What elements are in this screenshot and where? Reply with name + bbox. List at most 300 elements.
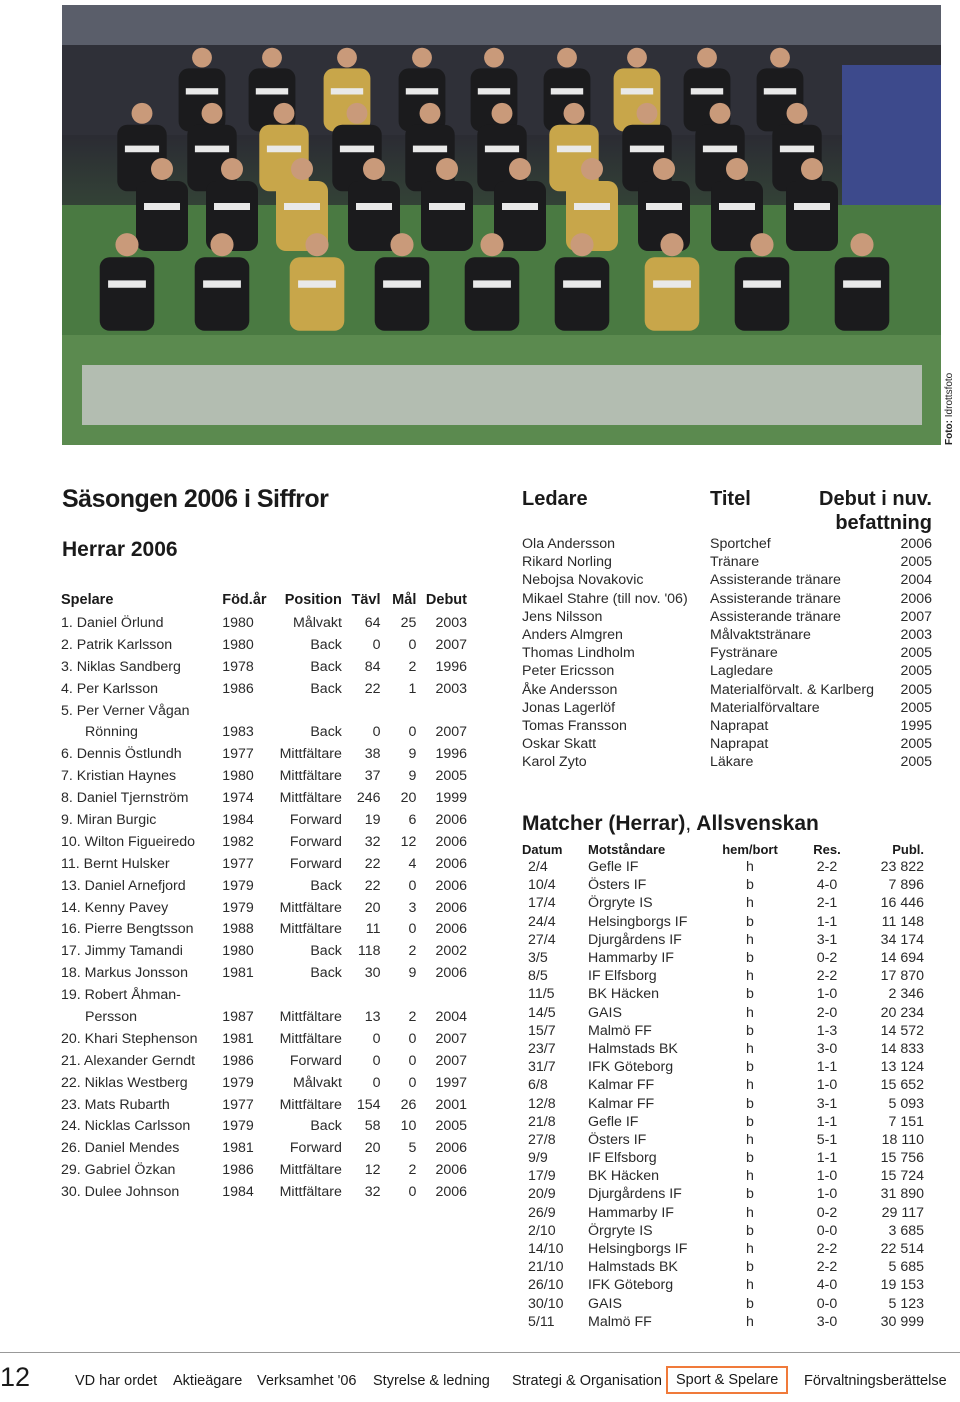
matches-table bbox=[522, 840, 924, 1331]
match-result: 2-2 bbox=[816, 1259, 838, 1276]
table-row bbox=[61, 1137, 467, 1159]
col-publ: Publ. bbox=[892, 841, 924, 857]
player-name: 1. Daniel Örlund bbox=[61, 614, 164, 631]
player-apps: 118 bbox=[357, 943, 381, 960]
player-apps: 32 bbox=[364, 833, 381, 850]
match-result: 1-0 bbox=[816, 1077, 838, 1094]
match-attendance: 5 093 bbox=[888, 1095, 924, 1112]
player-born: 1987 bbox=[222, 1008, 254, 1025]
player-name: Rönning bbox=[85, 724, 138, 741]
player-born: 1979 bbox=[222, 899, 254, 916]
player-debut: 2001 bbox=[435, 1096, 467, 1113]
table-row bbox=[522, 1113, 924, 1131]
player-position: Mittfältare bbox=[279, 1162, 342, 1179]
match-opponent: Djurgårdens IF bbox=[588, 1186, 682, 1203]
staff-year: 2003 bbox=[900, 627, 932, 644]
staff-col-titel: Titel bbox=[710, 488, 751, 510]
table-row bbox=[61, 984, 467, 1006]
nav-item-6[interactable]: Förvaltningsberättelse bbox=[804, 1373, 947, 1389]
player-position: Forward bbox=[289, 855, 342, 872]
player-born: 1977 bbox=[222, 855, 254, 872]
matches-header-row bbox=[522, 840, 924, 858]
col-position: Position bbox=[284, 592, 342, 608]
table-row bbox=[522, 644, 932, 662]
table-row bbox=[522, 876, 924, 894]
staff-year: 2005 bbox=[900, 681, 932, 698]
player-goals: 0 bbox=[408, 1184, 417, 1201]
page-title: Säsongen 2006 i Siffror bbox=[62, 485, 329, 513]
staff-name: Thomas Lindholm bbox=[522, 645, 635, 662]
staff-col-debut: Debut i nuv. bbox=[819, 488, 932, 510]
player-name: 19. Robert Åhman- bbox=[61, 987, 181, 1004]
staff-title: Läkare bbox=[710, 754, 754, 771]
match-date: 27/4 bbox=[528, 931, 556, 948]
match-opponent: Örgryte IS bbox=[588, 1222, 653, 1239]
match-opponent: Kalmar FF bbox=[588, 1095, 655, 1112]
player-apps: 32 bbox=[364, 1184, 381, 1201]
player-debut: 2005 bbox=[435, 1118, 467, 1135]
player-apps: 37 bbox=[364, 768, 381, 785]
staff-title: Materialförvaltare bbox=[710, 699, 820, 716]
player-debut: 1996 bbox=[435, 658, 467, 675]
player-debut: 2006 bbox=[435, 1162, 467, 1179]
staff-title: Lagledare bbox=[710, 663, 774, 680]
player-debut: 2006 bbox=[435, 965, 467, 982]
match-venue: b bbox=[746, 986, 754, 1003]
match-attendance: 11 148 bbox=[881, 913, 924, 930]
player-name: 13. Daniel Arnefjord bbox=[61, 877, 186, 894]
match-date: 15/7 bbox=[528, 1022, 556, 1039]
match-attendance: 30 999 bbox=[880, 1313, 924, 1330]
match-date: 14/10 bbox=[528, 1241, 564, 1258]
player-debut: 2003 bbox=[435, 614, 467, 631]
match-result: 1-1 bbox=[816, 1150, 838, 1167]
player-born bbox=[222, 700, 266, 722]
match-venue: b bbox=[746, 1186, 754, 1203]
match-venue: h bbox=[746, 968, 754, 985]
staff-name: Nebojsa Novakovic bbox=[522, 572, 644, 589]
match-opponent: Hammarby IF bbox=[588, 1204, 674, 1221]
col-hembort: hem/bort bbox=[722, 841, 778, 857]
player-goals: 3 bbox=[408, 899, 417, 916]
staff-year: 2007 bbox=[900, 608, 932, 625]
match-venue: h bbox=[746, 1131, 754, 1148]
player-name: 23. Mats Rubarth bbox=[61, 1096, 170, 1113]
player-debut: 1997 bbox=[435, 1074, 467, 1091]
match-date: 5/11 bbox=[528, 1313, 555, 1330]
match-venue: b bbox=[746, 1022, 754, 1039]
table-row bbox=[522, 1040, 924, 1058]
player-position: Back bbox=[310, 680, 342, 697]
table-row bbox=[61, 1072, 467, 1094]
nav-item-4[interactable]: Strategi & Organisation bbox=[512, 1373, 662, 1389]
match-result: 0-0 bbox=[816, 1222, 838, 1239]
player-goals: 0 bbox=[408, 1074, 417, 1091]
match-date: 26/10 bbox=[528, 1277, 564, 1294]
match-opponent: GAIS bbox=[588, 1004, 622, 1021]
match-opponent: Halmstads BK bbox=[588, 1040, 678, 1057]
player-name: 29. Gabriel Özkan bbox=[61, 1162, 176, 1179]
match-opponent: Malmö FF bbox=[588, 1313, 652, 1330]
table-row bbox=[522, 1094, 924, 1112]
table-row bbox=[522, 931, 924, 949]
player-position: Mittfältare bbox=[279, 1008, 342, 1025]
player-position: Back bbox=[310, 965, 342, 982]
player-position: Forward bbox=[289, 1052, 342, 1069]
player-debut: 2007 bbox=[435, 1030, 467, 1047]
player-born: 1980 bbox=[222, 614, 254, 631]
table-row bbox=[522, 608, 932, 626]
staff-name: Karol Zyto bbox=[522, 754, 587, 771]
player-debut: 2006 bbox=[435, 1140, 467, 1157]
player-name: 3. Niklas Sandberg bbox=[61, 658, 181, 675]
match-result: 4-0 bbox=[816, 1277, 838, 1294]
staff-year: 1995 bbox=[900, 717, 932, 734]
col-motstandare: Motståndare bbox=[588, 841, 666, 857]
table-row bbox=[522, 753, 932, 771]
match-result: 3-1 bbox=[816, 1095, 838, 1112]
player-goals: 2 bbox=[408, 943, 417, 960]
match-result: 3-0 bbox=[816, 1313, 838, 1330]
table-row bbox=[522, 1258, 924, 1276]
match-result: 1-3 bbox=[816, 1022, 838, 1039]
player-goals: 2 bbox=[408, 1008, 417, 1025]
table-row bbox=[522, 590, 932, 608]
section-title: Herrar 2006 bbox=[62, 538, 178, 561]
nav-item-1[interactable]: Aktieägare bbox=[173, 1373, 243, 1389]
player-born: 1980 bbox=[222, 768, 254, 785]
match-date: 26/9 bbox=[528, 1204, 556, 1221]
match-date: 3/5 bbox=[528, 950, 548, 967]
match-attendance: 13 124 bbox=[880, 1059, 924, 1076]
staff-title: Assisterande tränare bbox=[710, 608, 841, 625]
staff-name: Anders Almgren bbox=[522, 627, 623, 644]
staff-year: 2005 bbox=[900, 554, 932, 571]
match-attendance: 5 123 bbox=[888, 1295, 924, 1312]
staff-title: Assisterande tränare bbox=[710, 590, 841, 607]
player-position: Mittfältare bbox=[279, 746, 342, 763]
match-date: 6/8 bbox=[528, 1077, 548, 1094]
match-attendance: 15 724 bbox=[880, 1168, 924, 1185]
match-opponent: Helsingborgs IF bbox=[588, 1241, 688, 1258]
player-position: Mittfältare bbox=[279, 1096, 342, 1113]
table-row bbox=[61, 721, 467, 743]
match-opponent: Östers IF bbox=[588, 877, 647, 894]
player-debut: 2006 bbox=[435, 811, 467, 828]
player-position: Back bbox=[310, 658, 342, 675]
player-position: Forward bbox=[289, 811, 342, 828]
player-position: Back bbox=[310, 943, 342, 960]
match-date: 24/4 bbox=[528, 913, 556, 930]
staff-year: 2004 bbox=[900, 572, 932, 589]
players-header-row bbox=[61, 588, 467, 612]
staff-title: Fystränare bbox=[710, 645, 778, 662]
player-apps: 84 bbox=[364, 658, 381, 675]
table-row bbox=[61, 1181, 467, 1203]
staff-title: Sportchef bbox=[710, 536, 771, 553]
match-result: 1-1 bbox=[816, 1059, 838, 1076]
match-attendance: 31 890 bbox=[880, 1186, 924, 1203]
col-debut: Debut bbox=[425, 592, 467, 608]
player-position: Back bbox=[310, 636, 342, 653]
player-apps: 0 bbox=[372, 636, 381, 653]
staff-name: Jens Nilsson bbox=[522, 608, 603, 625]
table-row bbox=[61, 853, 467, 875]
match-venue: h bbox=[746, 1168, 754, 1185]
match-venue: h bbox=[746, 1204, 754, 1221]
staff-name: Rikard Norling bbox=[522, 554, 612, 571]
player-goals: 2 bbox=[408, 658, 417, 675]
table-row bbox=[61, 634, 467, 656]
match-result: 0-2 bbox=[816, 950, 838, 967]
match-venue: b bbox=[746, 1259, 754, 1276]
table-row bbox=[61, 1006, 467, 1028]
player-born: 1980 bbox=[222, 636, 254, 653]
player-born: 1979 bbox=[222, 877, 254, 894]
match-result: 3-0 bbox=[816, 1040, 838, 1057]
player-position: Mittfältare bbox=[279, 899, 342, 916]
staff-title: Målvaktstränare bbox=[710, 627, 811, 644]
player-name: 2. Patrik Karlsson bbox=[61, 636, 173, 653]
player-debut: 2006 bbox=[435, 855, 467, 872]
table-row bbox=[522, 699, 932, 717]
match-result: 0-0 bbox=[816, 1295, 838, 1312]
player-apps bbox=[342, 984, 381, 1006]
player-position: Back bbox=[310, 1118, 342, 1135]
staff-col-befattning: befattning bbox=[835, 512, 932, 534]
table-row bbox=[522, 1276, 924, 1294]
match-opponent: IF Elfsborg bbox=[588, 968, 657, 985]
match-venue: h bbox=[746, 1077, 754, 1094]
match-opponent: BK Häcken bbox=[588, 986, 659, 1003]
staff-year: 2005 bbox=[900, 736, 932, 753]
match-date: 27/8 bbox=[528, 1131, 556, 1148]
match-venue: b bbox=[746, 1059, 754, 1076]
player-apps: 20 bbox=[364, 1140, 381, 1157]
match-result: 2-0 bbox=[816, 1004, 838, 1021]
staff-year: 2005 bbox=[900, 645, 932, 662]
match-date: 14/5 bbox=[528, 1004, 556, 1021]
match-opponent: Gefle IF bbox=[588, 859, 639, 876]
player-apps: 19 bbox=[364, 811, 381, 828]
footer-divider bbox=[0, 1352, 960, 1353]
player-position: Målvakt bbox=[293, 1074, 342, 1091]
staff-name: Oskar Skatt bbox=[522, 736, 597, 753]
player-position: Forward bbox=[289, 833, 342, 850]
table-row bbox=[522, 717, 932, 735]
table-row bbox=[522, 735, 932, 753]
player-position: Mittfältare bbox=[279, 768, 342, 785]
match-result: 1-1 bbox=[816, 913, 838, 930]
player-position: Mittfältare bbox=[279, 790, 342, 807]
player-goals: 9 bbox=[408, 746, 417, 763]
table-row bbox=[522, 985, 924, 1003]
table-row bbox=[522, 949, 924, 967]
player-apps: 0 bbox=[372, 1052, 381, 1069]
player-goals: 2 bbox=[408, 1162, 417, 1179]
table-row bbox=[522, 858, 924, 876]
player-name: 5. Per Verner Vågan bbox=[61, 702, 190, 719]
player-debut: 2002 bbox=[435, 943, 467, 960]
match-opponent: IFK Göteborg bbox=[588, 1277, 674, 1294]
player-debut: 2003 bbox=[435, 680, 467, 697]
player-born: 1981 bbox=[222, 1030, 254, 1047]
match-result: 2-1 bbox=[816, 895, 838, 912]
table-row bbox=[61, 962, 467, 984]
match-result: 1-1 bbox=[816, 1113, 838, 1130]
player-position: Mittfältare bbox=[279, 1184, 342, 1201]
table-row bbox=[522, 1058, 924, 1076]
player-debut bbox=[416, 984, 467, 1006]
match-date: 23/7 bbox=[528, 1040, 556, 1057]
match-attendance: 14 572 bbox=[880, 1022, 924, 1039]
player-born bbox=[222, 984, 266, 1006]
table-row bbox=[522, 913, 924, 931]
player-goals: 20 bbox=[400, 790, 417, 807]
match-opponent: Örgryte IS bbox=[588, 895, 653, 912]
match-attendance: 7 151 bbox=[888, 1113, 924, 1130]
table-row bbox=[522, 571, 932, 589]
match-opponent: Malmö FF bbox=[588, 1022, 652, 1039]
page-number: 12 bbox=[0, 1362, 31, 1392]
match-attendance: 15 756 bbox=[880, 1150, 924, 1167]
player-goals: 6 bbox=[408, 811, 417, 828]
match-opponent: BK Häcken bbox=[588, 1168, 659, 1185]
table-row bbox=[61, 612, 467, 634]
player-name: 30. Dulee Johnson bbox=[61, 1184, 180, 1201]
table-row bbox=[522, 1004, 924, 1022]
staff-title: Materialförvalt. & Karlberg bbox=[710, 681, 875, 698]
col-fodar: Föd.år bbox=[222, 592, 267, 608]
player-born: 1981 bbox=[222, 1140, 254, 1157]
player-name: 18. Markus Jonsson bbox=[61, 965, 188, 982]
player-name: 4. Per Karlsson bbox=[61, 680, 158, 697]
match-venue: b bbox=[746, 1222, 754, 1239]
player-position: Back bbox=[310, 877, 342, 894]
match-result: 2-2 bbox=[816, 1241, 838, 1258]
match-attendance: 17 870 bbox=[880, 968, 924, 985]
player-debut: 2006 bbox=[435, 833, 467, 850]
player-position bbox=[267, 984, 342, 1006]
match-date: 2/10 bbox=[528, 1222, 556, 1239]
table-row bbox=[61, 1115, 467, 1137]
match-venue: h bbox=[746, 859, 754, 876]
player-born: 1984 bbox=[222, 811, 254, 828]
player-name: 24. Nicklas Carlsson bbox=[61, 1118, 191, 1135]
staff-name: Jonas Lagerlöf bbox=[522, 699, 616, 716]
table-row bbox=[522, 1313, 924, 1331]
player-debut: 2006 bbox=[435, 877, 467, 894]
table-row bbox=[522, 1185, 924, 1203]
staff-year: 2006 bbox=[900, 536, 932, 553]
player-born: 1979 bbox=[222, 1074, 254, 1091]
player-apps: 22 bbox=[364, 680, 381, 697]
match-opponent: GAIS bbox=[588, 1295, 622, 1312]
table-row bbox=[522, 1222, 924, 1240]
match-opponent: Djurgårdens IF bbox=[588, 931, 682, 948]
match-date: 8/5 bbox=[528, 968, 548, 985]
player-apps: 12 bbox=[364, 1162, 381, 1179]
nav-item-3[interactable]: Styrelse & ledning bbox=[373, 1373, 490, 1389]
player-apps: 38 bbox=[364, 746, 381, 763]
match-result: 5-1 bbox=[816, 1131, 838, 1148]
player-name: 11. Bernt Hulsker bbox=[61, 855, 170, 872]
match-attendance: 15 652 bbox=[880, 1077, 924, 1094]
table-row bbox=[61, 831, 467, 853]
player-name: 17. Jimmy Tamandi bbox=[61, 943, 183, 960]
match-result: 0-2 bbox=[816, 1204, 838, 1221]
matches-title: Matcher (Herrar), Allsvenskan bbox=[522, 812, 819, 835]
player-goals: 26 bbox=[400, 1096, 417, 1113]
table-row bbox=[522, 1022, 924, 1040]
staff-col-ledare: Ledare bbox=[522, 488, 588, 510]
nav-item-2[interactable]: Verksamhet '06 bbox=[257, 1373, 357, 1389]
match-venue: b bbox=[746, 1095, 754, 1112]
table-row bbox=[61, 678, 467, 700]
player-born: 1983 bbox=[222, 724, 254, 741]
player-debut: 1996 bbox=[435, 746, 467, 763]
player-debut: 2007 bbox=[435, 724, 467, 741]
player-apps: 13 bbox=[364, 1008, 381, 1025]
player-debut: 2006 bbox=[435, 921, 467, 938]
staff-name: Tomas Fransson bbox=[522, 717, 627, 734]
player-name: 22. Niklas Westberg bbox=[61, 1074, 188, 1091]
nav-item-0[interactable]: VD har ordet bbox=[75, 1373, 158, 1389]
match-venue: b bbox=[746, 950, 754, 967]
player-born: 1977 bbox=[222, 746, 254, 763]
match-result: 1-0 bbox=[816, 1168, 838, 1185]
match-opponent: Halmstads BK bbox=[588, 1259, 678, 1276]
player-born: 1981 bbox=[222, 965, 254, 982]
match-date: 21/8 bbox=[528, 1113, 556, 1130]
table-row bbox=[61, 743, 467, 765]
match-opponent: Kalmar FF bbox=[588, 1077, 655, 1094]
player-debut: 2006 bbox=[435, 899, 467, 916]
player-name: 10. Wilton Figueiredo bbox=[61, 833, 196, 850]
staff-year: 2006 bbox=[900, 590, 932, 607]
match-venue: h bbox=[746, 1004, 754, 1021]
player-goals: 0 bbox=[408, 724, 417, 741]
match-date: 21/10 bbox=[528, 1259, 564, 1276]
table-row bbox=[61, 700, 467, 722]
match-venue: h bbox=[746, 1040, 754, 1057]
match-venue: b bbox=[746, 1150, 754, 1167]
table-row bbox=[522, 1295, 924, 1313]
staff-year: 2005 bbox=[900, 699, 932, 716]
table-row bbox=[61, 656, 467, 678]
match-venue: h bbox=[746, 931, 754, 948]
col-tavl: Tävl bbox=[351, 592, 381, 608]
staff-name: Ola Andersson bbox=[522, 536, 616, 553]
match-result: 2-2 bbox=[816, 859, 838, 876]
table-row bbox=[522, 967, 924, 985]
player-goals: 0 bbox=[408, 1030, 417, 1047]
match-date: 30/10 bbox=[528, 1295, 564, 1312]
player-apps bbox=[342, 700, 381, 722]
match-attendance: 2 346 bbox=[888, 986, 924, 1003]
match-result: 2-2 bbox=[816, 968, 838, 985]
player-name: 14. Kenny Pavey bbox=[61, 899, 169, 916]
player-name: 26. Daniel Mendes bbox=[61, 1140, 180, 1157]
match-date: 17/4 bbox=[528, 895, 556, 912]
player-name: 9. Miran Burgic bbox=[61, 811, 157, 828]
table-row bbox=[522, 681, 932, 699]
staff-name: Åke Andersson bbox=[522, 681, 618, 698]
match-result: 4-0 bbox=[816, 877, 838, 894]
col-datum: Datum bbox=[522, 841, 563, 857]
nav-item-5[interactable]: Sport & Spelare bbox=[668, 1368, 786, 1392]
table-row bbox=[522, 1204, 924, 1222]
